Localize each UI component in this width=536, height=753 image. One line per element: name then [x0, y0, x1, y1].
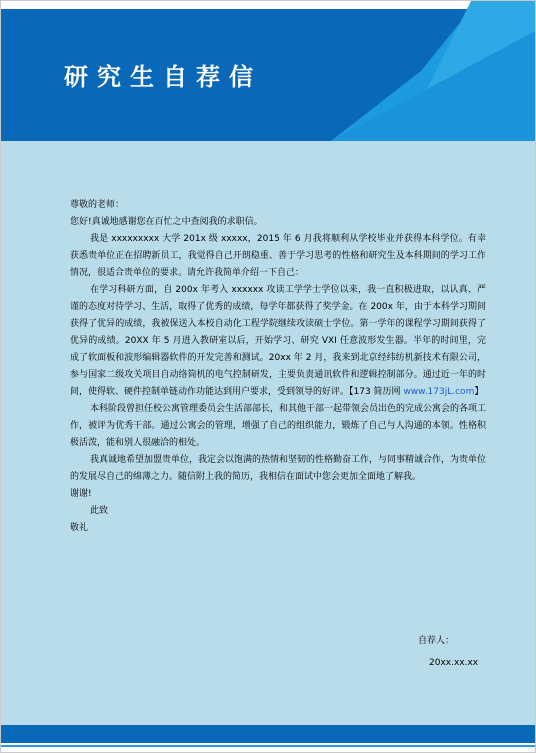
thanks: 谢谢!	[70, 489, 92, 499]
resume-site-link[interactable]: www.173jL.com	[403, 387, 475, 397]
paragraph-intro: 我是 xxxxxxxxx 大学 201x 级 xxxxx，2015 年 6 月我将顺利从学校毕业并获得本科学位。有幸获悉贵单位正在招聘新员工，我觉得自己开朗稳重、善于学习思考的性格和研究生及本科期间的学习工作情况，很适合贵单位的要求。请允许我简单介绍一下自己：	[70, 234, 486, 278]
salutation: 尊敬的老师：	[70, 200, 125, 210]
resume-site-tag: 【173 简历网	[349, 387, 401, 397]
closing-line-2: 敬礼	[70, 523, 89, 533]
letter-content	[70, 197, 486, 537]
closing-line-1: 此致	[90, 506, 109, 516]
signer-label: 自荐人：	[418, 636, 455, 646]
page-title: 研究生自荐信	[64, 63, 262, 91]
resume-site-tag-end: 】	[474, 387, 484, 397]
signature-block	[418, 630, 488, 674]
paragraph-activities: 本科阶段曾担任校公寓管理委员会生活部部长，和其他干部一起带领会员出色的完成公寓会的各项工作，被评为优秀干部。通过公寓会的管理，增强了自己的组织能力，锻炼了自己与人沟通的本领。性格积极活泼，能和别人很融洽的相处。	[70, 404, 487, 448]
greeting: 您好!真诚地感谢您在百忙之中查阅我的求职信。	[70, 217, 263, 227]
paragraph-research-text: 在学习科研方面，自 200x 年考入 xxxxxx 攻读工学学士学位以来，我一直积极进取，以认真、严谨的态度对待学习、生活，取得了优秀的成绩，每学年都获得了奖学金。在 200x 年，由于本科学习期间获得了优异的成绩，我被保送入本校自动化工程学院继续攻读硕士学位。第一学年的课程学习期间获得了优异的成绩。20XX 年 5 月进入教研室以后，开始学习、研究 VXI 任意波形发生器。半年的时间里，完成了软面板和波形编辑器软件的开发完善和测试。20xx 年 2 月，我来到北京经纬纺机新技术有限公司，参与国家二级攻关项目自动络筒机的电气控制研发，主要负责通讯软件和逻辑控制部分。通过近一年的时间，使得软、硬件控制单链动作功能达到用户要求，受到领导的好评。	[70, 285, 486, 397]
header-banner	[1, 1, 535, 141]
paragraph-research	[70, 282, 486, 401]
footer-line	[1, 745, 535, 747]
paragraph-closing: 我真诚地希望加盟贵单位，我定会以饱满的热情和坚韧的性格勤奋工作，与同事精诚合作，为贵单位的发展尽自己的绵薄之力。随信附上我的简历，我相信在面试中您会更加全面地了解我。	[70, 455, 487, 482]
letter-date: 20xx.xx.xx	[429, 658, 479, 668]
footer-bar	[1, 725, 535, 743]
